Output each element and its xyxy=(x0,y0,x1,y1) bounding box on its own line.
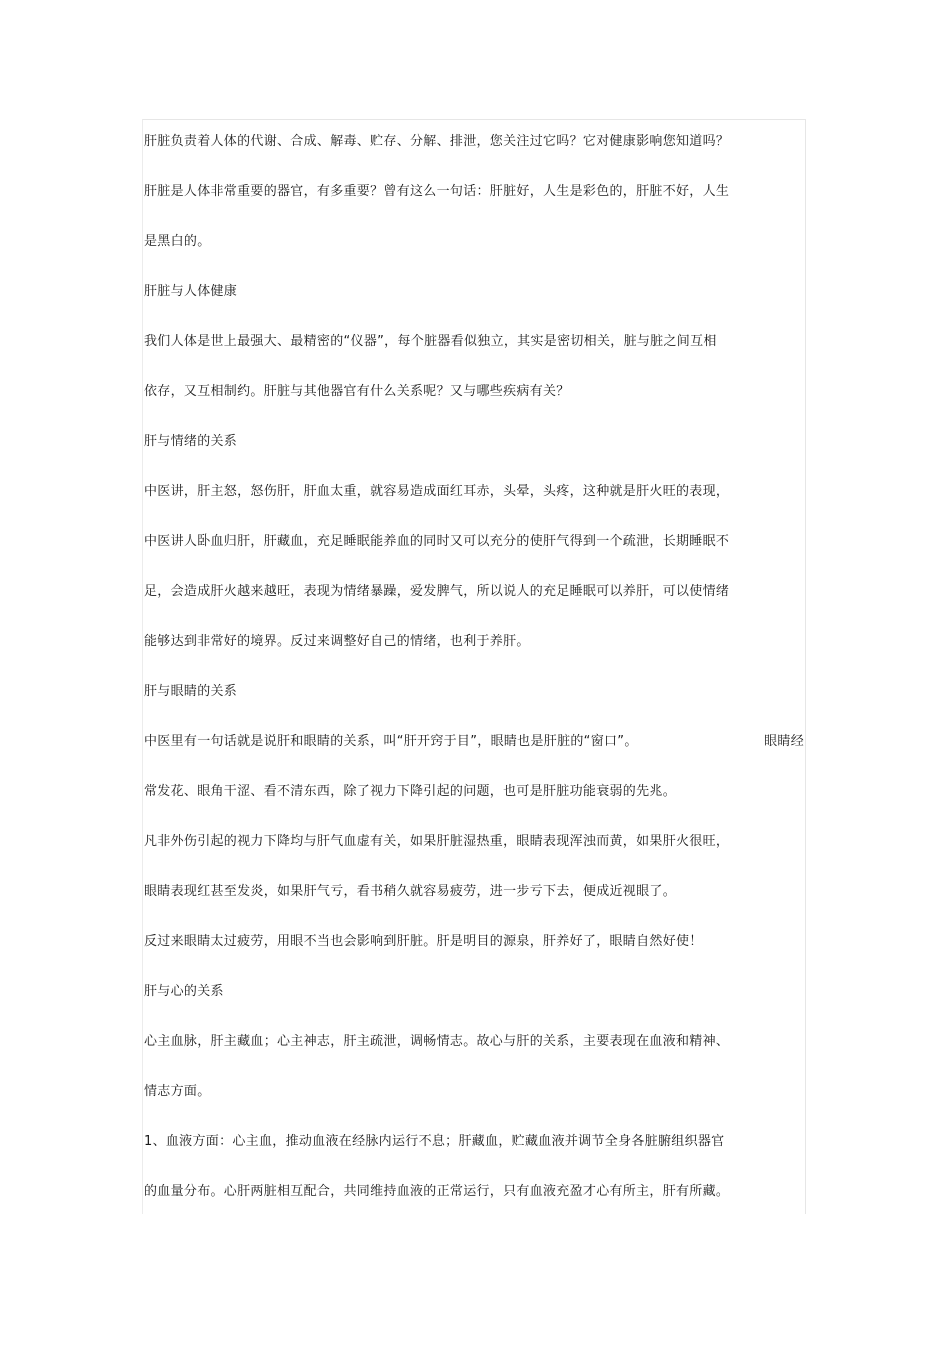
paragraph-line: 肝脏负责着人体的代谢、合成、解毒、贮存、分解、排泄，您关注过它吗？它对健康影响您知道吗？ xyxy=(144,134,730,149)
paragraph-line: 常发花、眼角干涩、看不清东西，除了视力下降引起的问题，也可是肝脏功能衰弱的先兆。 xyxy=(144,784,677,799)
paragraph-line: 情志方面。 xyxy=(144,1084,211,1099)
paragraph-line: 心主血脉，肝主藏血；心主神志，肝主疏泄，调畅情志。故心与肝的关系，主要表现在血液和精神、 xyxy=(144,1034,730,1049)
paragraph-line: 反过来眼睛太过疲劳，用眼不当也会影响到肝脏。肝是明目的源泉，肝养好了，眼睛自然好使！ xyxy=(144,934,703,949)
paragraph-line: 中医讲，肝主怒，怒伤肝，肝血太重，就容易造成面红耳赤，头晕，头疼，这种就是肝火旺的表现， xyxy=(144,484,730,499)
paragraph-line: 眼睛表现红甚至发炎，如果肝气亏，看书稍久就容易疲劳，进一步亏下去，便成近视眼了。 xyxy=(144,884,677,899)
paragraph-line: 中医里有一句话就是说肝和眼睛的关系，叫“肝开窍于目”，眼睛也是肝脏的“窗口”。 xyxy=(144,734,638,749)
paragraph-line: 中医讲人卧血归肝，肝藏血，充足睡眠能养血的同时又可以充分的使肝气得到一个疏泄，长期睡眠不 xyxy=(144,534,730,549)
paragraph-line: 足，会造成肝火越来越旺，表现为情绪暴躁，爱发脾气，所以说人的充足睡眠可以养肝，可以使情绪 xyxy=(144,584,730,599)
section-heading: 肝与眼睛的关系 xyxy=(144,684,238,699)
paragraph-line: 是黑白的。 xyxy=(144,234,211,249)
paragraph-line: 我们人体是世上最强大、最精密的“仪器”，每个脏器看似独立，其实是密切相关，脏与脏之间互相 xyxy=(144,334,717,349)
paragraph-line: 依存，又互相制约。肝脏与其他器官有什么关系呢？又与哪些疾病有关？ xyxy=(144,384,570,399)
section-heading: 肝脏与人体健康 xyxy=(144,284,238,299)
paragraph-line: 1、血液方面：心主血，推动血液在经脉内运行不息；肝藏血，贮藏血液并调节全身各脏腑组织器官 xyxy=(144,1134,725,1149)
paragraph-line: 能够达到非常好的境界。反过来调整好自己的情绪，也利于养肝。 xyxy=(144,634,530,649)
paragraph-line: 凡非外伤引起的视力下降均与肝气血虚有关，如果肝脏湿热重，眼睛表现浑浊而黄，如果肝火很旺， xyxy=(144,834,730,849)
paragraph-line: 肝脏是人体非常重要的器官，有多重要？曾有这么一句话：肝脏好，人生是彩色的，肝脏不好，人生 xyxy=(144,184,730,199)
paragraph-line-continuation: 眼睛经 xyxy=(764,734,804,749)
section-heading: 肝与情绪的关系 xyxy=(144,434,238,449)
paragraph-line: 的血量分布。心肝两脏相互配合，共同维持血液的正常运行，只有血液充盈才心有所主，肝有所藏。 xyxy=(144,1184,730,1199)
section-heading: 肝与心的关系 xyxy=(144,984,224,999)
